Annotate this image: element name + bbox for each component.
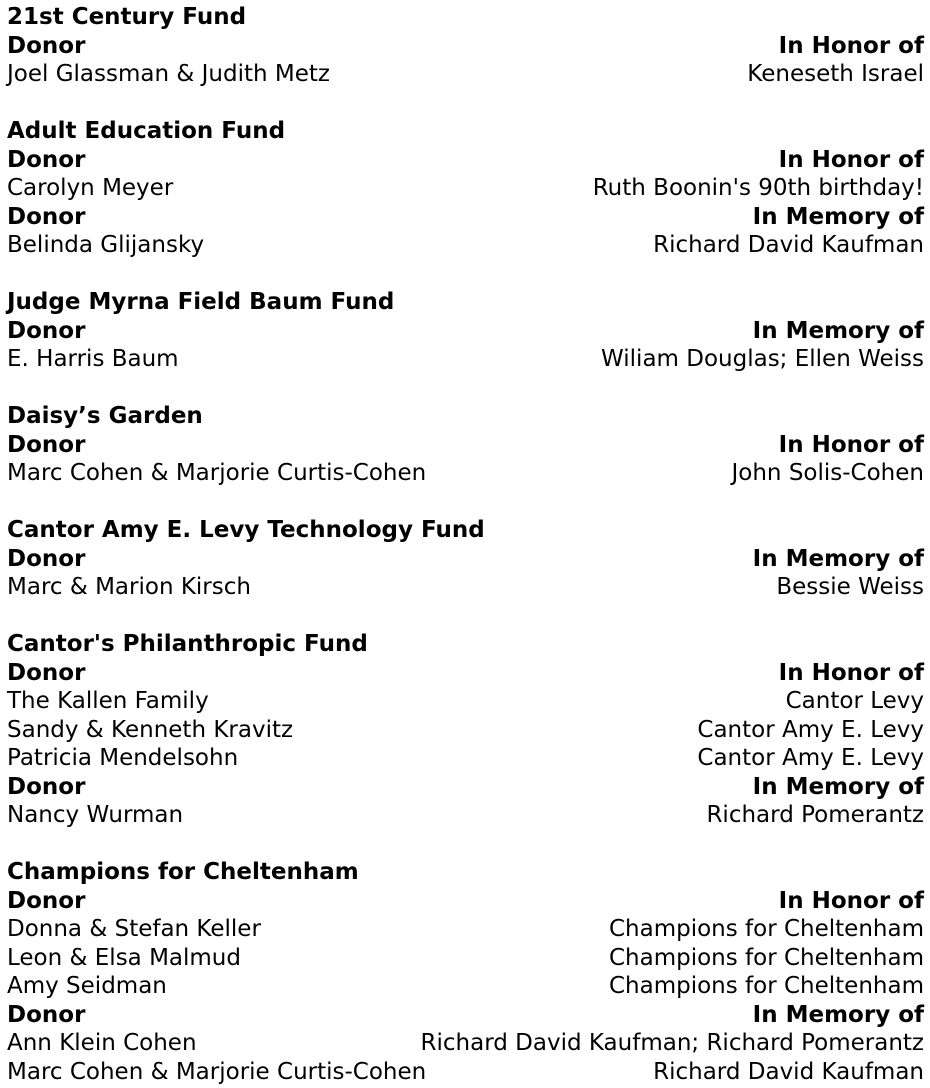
- donor-label: Donor: [7, 431, 86, 458]
- donor-name: The Kallen Family: [7, 688, 209, 714]
- honoree-name: Champions for Cheltenham: [608, 944, 924, 971]
- group-header: [0, 146, 930, 175]
- tribute-type-label: In Honor of: [778, 32, 924, 59]
- group-header: [0, 659, 930, 688]
- donor-name: Carolyn Meyer: [7, 175, 174, 201]
- honoree-name: Ruth Boonin's 90th birthday!: [592, 175, 924, 201]
- tribute-type-label: In Honor of: [778, 887, 924, 914]
- donor-label: Donor: [7, 773, 86, 800]
- donor-label: Donor: [7, 317, 86, 344]
- honoree-name: Cantor Amy E. Levy: [697, 745, 924, 771]
- donor-label: Donor: [7, 545, 86, 572]
- fund-section: [0, 516, 930, 602]
- honoree-name: Bessie Weiss: [776, 574, 924, 600]
- honoree-name: Champions for Cheltenham: [608, 916, 924, 942]
- donation-row: [0, 459, 930, 488]
- donation-row: [0, 972, 930, 1001]
- group-header: [0, 887, 930, 916]
- group-header: [0, 1001, 930, 1030]
- donor-name: Amy Seidman: [7, 973, 167, 999]
- group-header: [0, 545, 930, 574]
- honoree-name: Richard David Kaufman: [653, 232, 924, 258]
- donation-row: [0, 1058, 930, 1087]
- donor-name: Marc Cohen & Marjorie Curtis-Cohen: [7, 460, 427, 486]
- donor-name: Ann Klein Cohen: [7, 1030, 197, 1056]
- tribute-type-label: In Honor of: [778, 659, 924, 686]
- fund-section: [0, 3, 930, 89]
- honoree-name: Wiliam Douglas; Ellen Weiss: [601, 346, 924, 372]
- fund-title: Daisy’s Garden: [7, 403, 203, 429]
- fund-section: [0, 117, 930, 260]
- donor-name: Donna & Stefan Keller: [7, 916, 261, 942]
- tribute-type-label: In Honor of: [778, 146, 924, 173]
- honoree-name: Cantor Amy E. Levy: [697, 716, 924, 743]
- donor-label: Donor: [7, 1001, 86, 1028]
- tribute-type-label: In Memory of: [752, 545, 924, 572]
- donor-name: Nancy Wurman: [7, 802, 184, 828]
- tribute-type-label: In Memory of: [752, 773, 924, 800]
- fund-section: [0, 402, 930, 488]
- donor-name: Leon & Elsa Malmud: [7, 944, 241, 971]
- honoree-name: Champions for Cheltenham: [608, 973, 924, 999]
- group-header: [0, 203, 930, 232]
- donor-label: Donor: [7, 203, 86, 230]
- group-header: [0, 773, 930, 802]
- donor-label: Donor: [7, 659, 86, 686]
- donor-label: Donor: [7, 887, 86, 914]
- donation-row: [0, 801, 930, 830]
- donor-name: E. Harris Baum: [7, 346, 179, 372]
- donor-label: Donor: [7, 32, 86, 59]
- fund-section: [0, 288, 930, 374]
- donor-name: Joel Glassman & Judith Metz: [7, 61, 330, 87]
- fund-title: Judge Myrna Field Baum Fund: [7, 289, 395, 315]
- fund-section: [0, 630, 930, 830]
- tribute-type-label: In Memory of: [752, 203, 924, 230]
- honoree-name: Richard Pomerantz: [706, 802, 924, 828]
- donation-row: [0, 345, 930, 374]
- honoree-name: Keneseth Israel: [747, 61, 924, 87]
- donation-row: [0, 944, 930, 973]
- honoree-name: Cantor Levy: [785, 688, 924, 714]
- tribute-type-label: In Honor of: [778, 431, 924, 458]
- fund-title: Adult Education Fund: [7, 118, 286, 144]
- honoree-name: Richard David Kaufman: [653, 1058, 924, 1085]
- fund-section: [0, 858, 930, 1086]
- group-header: [0, 431, 930, 460]
- honoree-name: John Solis-Cohen: [731, 460, 924, 486]
- donation-row: [0, 915, 930, 944]
- donation-row: [0, 174, 930, 203]
- donation-row: [0, 60, 930, 89]
- tribute-type-label: In Memory of: [752, 1001, 924, 1028]
- fund-title: Cantor's Philanthropic Fund: [7, 631, 368, 657]
- group-header: [0, 317, 930, 346]
- donation-row: [0, 231, 930, 260]
- honoree-name: Richard David Kaufman; Richard Pomerantz: [420, 1030, 924, 1056]
- donor-name: Belinda Glijansky: [7, 232, 205, 258]
- donation-row: [0, 573, 930, 602]
- donation-row: [0, 716, 930, 745]
- donation-row: [0, 687, 930, 716]
- donation-row: [0, 744, 930, 773]
- donor-label: Donor: [7, 146, 86, 173]
- donor-name: Marc & Marion Kirsch: [7, 574, 251, 600]
- fund-title: Cantor Amy E. Levy Technology Fund: [7, 517, 485, 543]
- donor-name: Patricia Mendelsohn: [7, 745, 239, 771]
- donor-name: Sandy & Kenneth Kravitz: [7, 716, 294, 743]
- fund-title: Champions for Cheltenham: [7, 859, 359, 885]
- group-header: [0, 32, 930, 61]
- tribute-type-label: In Memory of: [752, 317, 924, 344]
- fund-title: 21st Century Fund: [7, 4, 247, 30]
- donation-row: [0, 1029, 930, 1058]
- donor-name: Marc Cohen & Marjorie Curtis-Cohen: [7, 1058, 427, 1085]
